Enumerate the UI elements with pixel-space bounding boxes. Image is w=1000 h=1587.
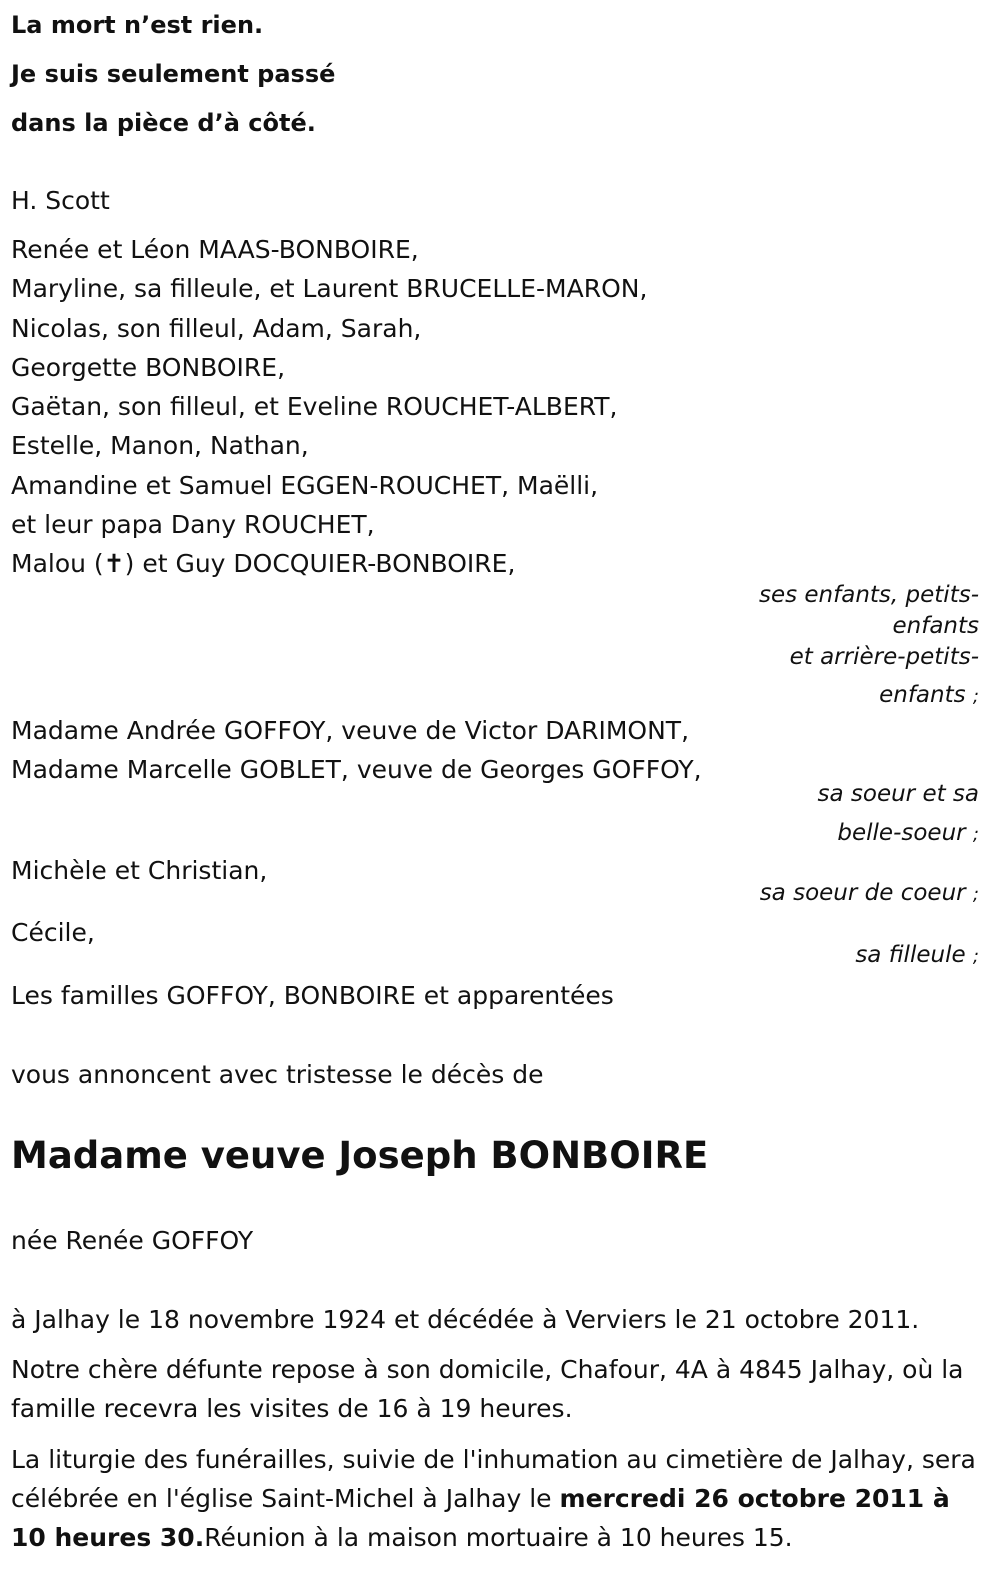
family-line: Estelle, Manon, Nathan, [11,431,309,461]
family-line: Gaëtan, son filleul, et Eveline ROUCHET-ALBERT, [11,392,618,422]
semicolon: ; [972,686,979,707]
family-line: Renée et Léon MAAS-BONBOIRE, [11,235,419,264]
funeral-text: La liturgie des funérailles, suivie de l'inhumation au cimetière de Jalhay, sera célébrée en l'église Saint-Michel à Jalhay le [11,1445,976,1513]
family-line: Georgette BONBOIRE, [11,352,286,382]
family-line: Malou (✝) et Guy DOCQUIER-BONBOIRE, [11,549,516,579]
children-role [759,576,979,716]
announcement-intro: vous annoncent avec tristesse le décès de [11,1060,544,1089]
family-line: Madame Andrée GOFFOY, veuve de Victor DARIMONT, [11,716,690,745]
heart-sister-line: Michèle et Christian, [11,856,268,885]
quote-author: H. Scott [11,186,110,215]
quote-line: La mort n’est rien. [11,11,264,39]
family-line: Maryline, sa filleule, et Laurent BRUCELLE-MARON, [11,274,648,304]
dates-paragraph: à Jalhay le 18 novembre 1924 et décédée à Verviers le 21 octobre 2011. [11,1305,920,1334]
families-line: Les familles GOFFOY, BONBOIRE et apparentées [11,981,614,1010]
sisters-role [818,775,980,854]
deceased-name: Madame veuve Joseph BONBOIRE [11,1134,709,1177]
role-line: enfants [892,613,979,639]
children-list [11,230,647,584]
role-line: ses enfants, petits- [758,582,979,608]
quote-line: dans la pièce d’à côté. [11,109,316,137]
quote-line: Je suis seulement passé [11,60,336,88]
maiden-name: née Renée GOFFOY [11,1226,254,1255]
semicolon: ; [972,824,979,845]
heart-sister-role [760,880,979,906]
semicolon: ; [972,946,979,967]
reunion-text: Réunion à la maison mortuaire à 10 heures 15. [204,1523,793,1552]
role-line: sa soeur de coeur [759,880,966,906]
family-line: Nicolas, son filleul, Adam, Sarah, [11,313,422,343]
quote [11,1,335,148]
sisters-list [11,711,702,790]
family-line: Amandine et Samuel EGGEN-ROUCHET, Maëlli, [11,470,599,500]
role-line: sa soeur et sa [817,781,979,807]
repose-paragraph: Notre chère défunte repose à son domicile, Chafour, 4A à 4845 Jalhay, où la famille recevra les visites de 16 à 19 heures. [11,1355,964,1423]
goddaughter-role [855,942,979,968]
funeral-paragraph [11,1440,986,1557]
role-line: et arrière-petits- [789,644,979,670]
role-line: sa filleule [855,942,966,968]
family-line: et leur papa Dany ROUCHET, [11,510,375,540]
role-line: enfants [879,682,966,708]
role-line: belle-soeur [837,820,966,846]
semicolon: ; [972,884,979,905]
funeral-date: mercredi 26 octobre 2011 à 10 heures 30. [11,1484,950,1552]
family-line: Madame Marcelle GOBLET, veuve de Georges GOFFOY, [11,755,702,785]
goddaughter-line: Cécile, [11,918,95,947]
